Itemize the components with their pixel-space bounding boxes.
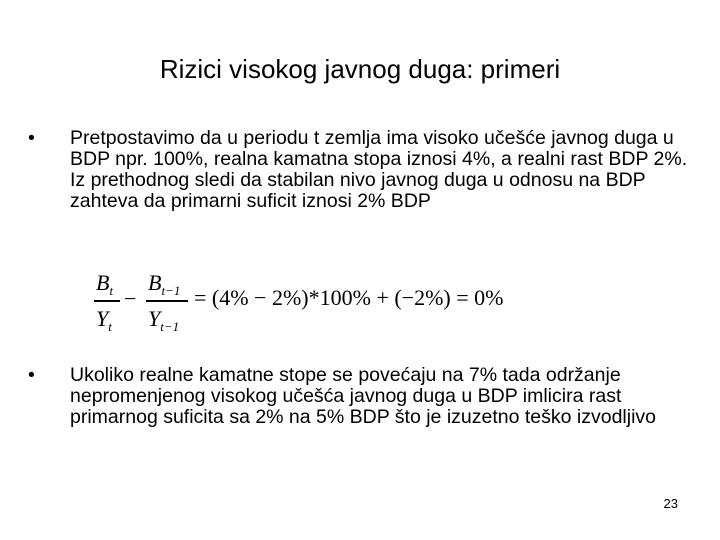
- fraction-bar: [146, 300, 188, 302]
- bullet-text-2: Ukoliko realne kamatne stope se povećaju na 7% tada održanje nepromenjenog visokog učešća javnog duga u BDP imlicira rast primarnog suficita sa 2% na 5% BDP što je izuzetno teško izvodljivo: [70, 364, 657, 428]
- slide-title: Rizici visokog javnog duga: primeri: [159, 54, 561, 84]
- formula-rhs: = (4% − 2%)*100% + (−2%) = 0%: [194, 285, 504, 310]
- debt-ratio-formula: [92, 266, 592, 336]
- minus-operator: −: [124, 286, 137, 311]
- numerator-b: $B_t$: [96, 270, 114, 298]
- bullet-symbol: •: [28, 364, 35, 386]
- bullet-item-1: [28, 128, 688, 212]
- denominator-y-prev: $Y_{t-1}$: [148, 306, 180, 334]
- bullet-text-1: Pretpostavimo da u periodu t zemlja ima visoko učešće javnog duga u BDP npr. 100%, realna kamatna stopa iznosi 4%, a realni rast BDP 2%. Iz prethodnog sledi da stabilan nivo javnog duga u odnosu na BDP zahteva da primarni suficit iznosi 2% BDP: [70, 127, 688, 212]
- denominator-y: $Y_t$: [96, 306, 112, 334]
- fraction-bar: [94, 300, 120, 302]
- bullet-item-2: [28, 365, 688, 428]
- page-number: 23: [663, 496, 678, 511]
- numerator-b-prev: $B_{t-1}$: [148, 270, 181, 298]
- bullet-symbol: •: [28, 127, 35, 149]
